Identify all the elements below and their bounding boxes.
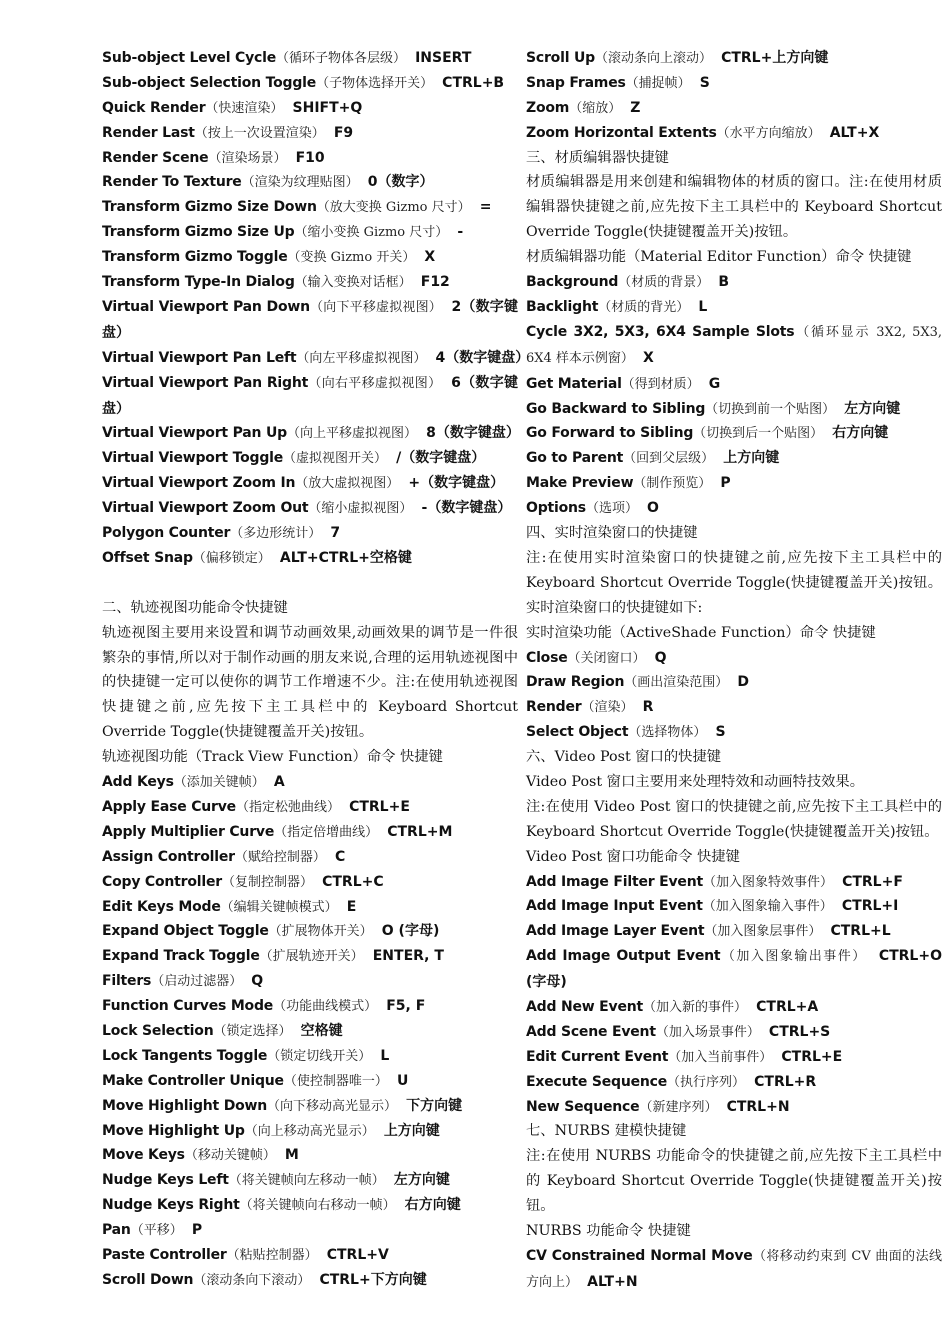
shortcut-entry — [102, 845, 518, 870]
command-name: Move Highlight Up — [102, 1122, 245, 1139]
section-heading: 二、轨迹视图功能命令快捷键 — [102, 599, 288, 616]
shortcut-key: CTRL+M — [387, 823, 453, 840]
command-description: （将关键帧向左移动一帧） — [228, 1173, 385, 1189]
command-name: Virtual Viewport Zoom In — [102, 475, 296, 492]
command-description: （水平方向缩放） — [716, 125, 821, 141]
command-name: Function Curves Mode — [102, 998, 274, 1015]
command-name: Nudge Keys Left — [102, 1172, 229, 1189]
command-description: （多边形统计） — [230, 525, 322, 541]
shortcut-entry — [102, 170, 518, 195]
shortcut-key: CTRL+O (字母) — [526, 948, 942, 991]
command-description: （加入图象输入事件） — [702, 899, 833, 915]
shortcut-key: O — [647, 500, 659, 517]
command-name: Add Image Input Event — [526, 898, 703, 915]
shortcut-entry — [526, 670, 942, 695]
shortcut-key: 左方向键 — [393, 1172, 450, 1189]
command-name: Move Keys — [102, 1147, 185, 1164]
command-name: Virtual Viewport Pan Right — [102, 374, 309, 391]
shortcut-key: 下方向键 — [406, 1097, 463, 1114]
shortcut-entry — [526, 646, 942, 671]
shortcut-entry — [526, 96, 942, 121]
shortcut-entry — [526, 995, 942, 1020]
section-heading: 实时渲染功能（ActiveShade Function）命令 快捷键 — [526, 624, 876, 641]
shortcut-key: ALT+N — [587, 1273, 638, 1290]
shortcut-entry — [526, 471, 942, 496]
command-name: Scroll Up — [526, 50, 595, 66]
command-description: （切换到前一个贴图） — [705, 401, 836, 417]
shortcut-entry — [102, 346, 530, 371]
shortcut-key: B — [718, 274, 730, 291]
command-name: Offset Snap — [102, 549, 193, 566]
shortcut-key: Q — [251, 973, 264, 990]
shortcut-entry — [102, 1243, 518, 1268]
command-description: （移动关键帧） — [184, 1148, 276, 1164]
section-heading: 六、Video Post 窗口的快捷键 — [526, 749, 722, 766]
shortcut-entry — [102, 270, 518, 295]
shortcut-key: 6（数字键盘） — [102, 374, 518, 417]
shortcut-entry — [526, 121, 942, 146]
shortcut-key: X — [424, 249, 436, 266]
shortcut-entry — [102, 421, 518, 446]
shortcut-entry — [526, 1020, 942, 1045]
shortcut-key: P — [191, 1222, 203, 1239]
shortcut-entry — [102, 471, 518, 496]
shortcut-entry — [102, 1143, 518, 1168]
shortcut-key: 8（数字键盘） — [426, 425, 520, 442]
shortcut-key: M — [284, 1147, 299, 1164]
shortcut-entry — [102, 919, 518, 944]
shortcut-entry — [102, 1119, 518, 1144]
shortcut-entry — [526, 870, 942, 895]
shortcut-key: Q — [654, 649, 667, 666]
shortcut-key: X — [643, 349, 654, 366]
command-description: （虚拟视图开关） — [283, 451, 388, 467]
paragraph: 注:在使用实时渲染窗口的快捷键之前,应先按下主工具栏中的 Keyboard Shortcut Override Toggle(快捷键覆盖开关)按钮。实时渲染窗口的快捷键如下: — [526, 549, 942, 616]
command-name: Background — [526, 274, 619, 291]
command-name: Zoom Horizontal Extents — [526, 124, 717, 141]
command-description: （循环子物体各层级） — [275, 51, 406, 66]
command-description: （平移） — [130, 1223, 183, 1239]
command-name: Expand Track Toggle — [102, 948, 260, 965]
command-description: （捕捉帧） — [625, 75, 691, 91]
command-name: Zoom — [526, 99, 570, 116]
command-description: （渲染） — [581, 700, 634, 716]
shortcut-entry — [526, 1095, 942, 1120]
shortcut-entry — [526, 894, 942, 919]
command-description: （偏移锁定） — [192, 550, 271, 566]
shortcut-key: CTRL+E — [781, 1048, 843, 1065]
command-name: Backlight — [526, 298, 599, 315]
shortcut-entry — [102, 496, 518, 521]
command-name: Go Backward to Sibling — [526, 400, 706, 417]
command-name: Render — [526, 699, 582, 716]
command-name: Cycle 3X2, 5X3, 6X4 Sample Slots — [526, 323, 795, 340]
shortcut-entry — [102, 1069, 518, 1094]
command-description: （复制控制器） — [222, 874, 314, 890]
shortcut-entry — [526, 421, 942, 446]
section-heading: 三、材质编辑器快捷键 — [526, 149, 669, 166]
command-name: Select Object — [526, 724, 629, 741]
shortcut-entry — [102, 895, 518, 920]
shortcut-entry — [526, 270, 942, 295]
command-name: Expand Object Toggle — [102, 923, 269, 940]
command-name: Lock Tangents Toggle — [102, 1047, 268, 1064]
shortcut-entry — [102, 795, 518, 820]
shortcut-key: 7 — [330, 524, 341, 541]
command-description: （新建序列） — [639, 1099, 718, 1115]
command-name: Apply Multiplier Curve — [102, 823, 275, 840]
shortcut-key: F5, F — [386, 998, 426, 1015]
paragraph: 轨迹视图主要用来设置和调节动画效果,动画效果的调节是一件很繁杂的事情,所以对于制作动画的朋友来说,合理的运用轨迹视图中的快捷键一定可以使你的调节工作增速不少。注:在使用轨迹视图快捷键之前,应先按下主工具栏中的 Keyboard Shortcut Override Toggle(快捷键覆盖开关)按钮。 — [102, 624, 518, 741]
shortcut-key: G — [708, 375, 721, 392]
command-name: Pan — [102, 1222, 131, 1239]
command-name: Render To Texture — [102, 174, 242, 191]
command-description: （扩展物体开关） — [268, 924, 373, 940]
command-name: Paste Controller — [102, 1247, 227, 1263]
shortcut-key: CTRL+F — [842, 873, 903, 890]
paragraph: 材质编辑器是用来创建和编辑物体的材质的窗口。注:在使用材质编辑器快捷键之前,应先按下主工具栏中的 Keyboard Shortcut Override Toggle(快捷键覆盖开关)按钮。 — [526, 174, 942, 241]
shortcut-entry — [102, 1019, 518, 1044]
shortcut-key: ALT+X — [829, 124, 880, 141]
command-name: CV Constrained Normal Move — [526, 1247, 753, 1264]
shortcut-key: ENTER, T — [372, 948, 444, 965]
command-name: Transform Type-In Dialog — [102, 274, 295, 291]
command-name: Add Keys — [102, 774, 174, 791]
shortcut-entry — [102, 969, 518, 994]
shortcut-key: O (字母) — [381, 923, 440, 940]
shortcut-key: CTRL+E — [349, 798, 410, 815]
shortcut-key: ALT+CTRL+空格键 — [279, 549, 412, 566]
command-name: Go to Parent — [526, 450, 624, 467]
shortcut-entry — [102, 46, 518, 71]
shortcut-key: 4（数字键盘） — [435, 349, 530, 366]
command-name: Virtual Viewport Zoom Out — [102, 500, 309, 517]
shortcut-key: U — [396, 1072, 409, 1089]
command-description: （执行序列） — [667, 1074, 746, 1090]
command-name: Transform Gizmo Size Down — [102, 199, 317, 216]
command-description: （向左平移虚拟视图） — [296, 350, 427, 366]
shortcut-entry — [102, 994, 518, 1019]
command-description: （指定倍增曲线） — [274, 824, 379, 840]
command-description: （选项） — [585, 501, 638, 517]
shortcut-key: C — [334, 848, 346, 865]
command-name: Make Preview — [526, 475, 634, 492]
shortcut-key: CTRL+R — [754, 1073, 817, 1090]
command-description: （将移动约束到 CV 曲面的法线方向上） — [526, 1248, 942, 1290]
command-description: （赋给控制器） — [234, 849, 326, 865]
shortcut-key: 2（数字键盘） — [102, 298, 518, 341]
section-heading: 轨迹视图功能（Track View Function）命令 快捷键 — [102, 749, 443, 766]
shortcut-key: 0（数字） — [367, 174, 434, 191]
shortcut-entry — [102, 870, 518, 895]
command-description: （加入当前事件） — [668, 1049, 773, 1065]
shortcut-entry — [102, 820, 518, 845]
command-description: （滚动条向下滚动） — [193, 1272, 311, 1288]
shortcut-key: P — [720, 475, 731, 492]
shortcut-entry — [526, 397, 942, 422]
command-name: Quick Render — [102, 99, 206, 116]
shortcut-key: - — [457, 224, 464, 241]
command-description: （滚动条向上滚动） — [594, 51, 712, 66]
command-description: （制作预览） — [633, 476, 712, 492]
command-description: （向右平移虚拟视图） — [308, 375, 442, 391]
command-name: Add Image Filter Event — [526, 873, 703, 890]
command-description: （编辑关键帧模式） — [220, 899, 338, 915]
command-description: （输入变换对话框） — [294, 275, 412, 291]
shortcut-key: 上方向键 — [383, 1122, 440, 1139]
section-heading: 材质编辑器功能（Material Editor Function）命令 快捷键 — [526, 249, 912, 266]
shortcut-key: 右方向键 — [404, 1197, 461, 1214]
command-description: （向上平移虚拟视图） — [286, 426, 417, 442]
shortcut-key: Z — [630, 99, 641, 116]
command-name: Add Image Output Event — [526, 948, 721, 965]
shortcut-key: CTRL+B — [442, 74, 505, 91]
command-description: （缩放） — [569, 100, 622, 116]
command-name: Go Forward to Sibling — [526, 425, 694, 442]
shortcut-entry — [526, 71, 942, 96]
shortcut-key: 右方向键 — [832, 425, 889, 442]
shortcut-key: E — [346, 898, 357, 915]
shortcut-key: F9 — [333, 124, 354, 141]
command-description: （渲染为纹理贴图） — [241, 175, 359, 191]
command-description: （缩小变换 Gizmo 尺寸） — [294, 225, 449, 241]
command-name: Virtual Viewport Pan Up — [102, 425, 287, 442]
command-description: （子物体选择开关） — [316, 75, 434, 91]
shortcut-entry — [102, 770, 518, 795]
shortcut-key: +（数字键盘） — [408, 475, 505, 492]
shortcut-key: -（数字键盘） — [421, 500, 512, 517]
command-description: （启动过滤器） — [151, 974, 243, 990]
shortcut-entry — [526, 295, 942, 320]
command-name: Options — [526, 500, 586, 517]
shortcut-entry — [102, 371, 518, 422]
command-description: （锁定切线开关） — [267, 1048, 372, 1064]
command-description: （将关键帧向右移动一帧） — [239, 1198, 396, 1214]
shortcut-entry — [526, 1070, 942, 1095]
spacer — [102, 571, 518, 596]
command-name: Nudge Keys Right — [102, 1197, 240, 1214]
shortcut-entry — [102, 546, 518, 571]
shortcut-key: F12 — [420, 274, 450, 291]
command-description: （放大变换 Gizmo 尺寸） — [316, 200, 471, 216]
command-name: Copy Controller — [102, 873, 222, 890]
command-description: （循环显示 3X2, 5X3, 6X4 样本示例窗） — [526, 324, 942, 366]
command-description: （关闭窗口） — [567, 650, 646, 666]
shortcut-key: D — [737, 674, 749, 691]
shortcut-key: CTRL+I — [841, 898, 899, 915]
shortcut-entry — [102, 146, 518, 171]
command-description: （快速渲染） — [205, 100, 284, 116]
command-name: Transform Gizmo Toggle — [102, 249, 288, 266]
section-heading: Video Post 窗口功能命令 快捷键 — [526, 848, 740, 865]
shortcut-key: /（数字键盘） — [396, 450, 486, 467]
command-name: Polygon Counter — [102, 524, 231, 541]
command-name: Close — [526, 649, 568, 666]
command-description: （加入图象层事件） — [704, 924, 822, 940]
command-description: （变换 Gizmo 开关） — [287, 250, 416, 266]
command-name: Add Scene Event — [526, 1023, 656, 1040]
command-name: Filters — [102, 973, 152, 990]
command-description: （缩小虚拟视图） — [308, 501, 413, 517]
command-name: Transform Gizmo Size Up — [102, 224, 295, 241]
command-description: （切换到后一个贴图） — [693, 426, 824, 442]
shortcut-entry — [102, 1193, 518, 1218]
command-description: （使控制器唯一） — [283, 1073, 388, 1089]
shortcut-key: L — [380, 1047, 390, 1064]
shortcut-entry — [102, 121, 518, 146]
command-description: （扩展轨迹开关） — [259, 949, 364, 965]
command-description: （按上一次设置渲染） — [194, 125, 325, 141]
command-description: （渲染场景） — [208, 150, 287, 166]
shortcut-key: CTRL+上方向键 — [721, 50, 829, 66]
command-description: （加入场景事件） — [655, 1024, 760, 1040]
section-heading: 七、NURBS 建模快捷键 — [526, 1123, 687, 1140]
shortcut-key: CTRL+S — [768, 1023, 831, 1040]
command-name: Snap Frames — [526, 74, 626, 91]
shortcut-key: 左方向键 — [844, 400, 901, 417]
command-description: （材质的背光） — [598, 299, 690, 315]
paragraph: 注:在使用 Video Post 窗口的快捷键之前,应先按下主工具栏中的 Keyboard Shortcut Override Toggle(快捷键覆盖开关)按钮。 — [526, 798, 942, 840]
command-name: Edit Current Event — [526, 1048, 669, 1065]
shortcut-entry — [102, 521, 518, 546]
shortcut-key: CTRL+N — [726, 1098, 790, 1115]
command-name: Virtual Viewport Toggle — [102, 450, 284, 467]
shortcut-entry — [102, 446, 518, 471]
shortcut-key: CTRL+C — [322, 873, 384, 890]
shortcut-entry — [526, 720, 942, 745]
shortcut-entry — [526, 496, 942, 521]
shortcut-entry — [526, 446, 942, 471]
shortcut-entry — [526, 1045, 942, 1070]
command-description: （功能曲线模式） — [273, 999, 378, 1015]
shortcut-entry — [526, 1244, 942, 1296]
command-description: （粘贴控制器） — [226, 1248, 318, 1263]
shortcut-key: = — [479, 199, 492, 216]
shortcut-key: CTRL+V — [326, 1247, 389, 1263]
shortcut-key: 上方向键 — [723, 450, 780, 467]
command-name: Sub-object Level Cycle — [102, 50, 276, 66]
command-description: （锁定选择） — [213, 1023, 292, 1039]
command-description: （指定松弛曲线） — [235, 799, 340, 815]
command-name: Move Highlight Down — [102, 1097, 268, 1114]
command-description: （选择物体） — [628, 725, 707, 741]
shortcut-key: INSERT — [415, 50, 472, 66]
command-description: （向下平移虚拟视图） — [309, 299, 442, 315]
shortcut-entry — [526, 320, 942, 372]
command-name: Get Material — [526, 375, 622, 392]
shortcut-entry — [102, 1168, 518, 1193]
shortcut-key: CTRL+L — [830, 923, 891, 940]
paragraph: 注:在使用 NURBS 功能命令的快捷键之前,应先按下主工具栏中的 Keyboard Shortcut Override Toggle(快捷键覆盖开关)按钮。 — [526, 1148, 942, 1215]
shortcut-key: CTRL+A — [756, 999, 819, 1016]
command-name: Draw Region — [526, 674, 625, 691]
shortcut-entry — [102, 1044, 518, 1069]
command-name: Render Scene — [102, 149, 209, 166]
command-name: Sub-object Selection Toggle — [102, 74, 317, 91]
command-description: （加入新的事件） — [643, 1000, 748, 1016]
command-name: New Sequence — [526, 1098, 640, 1115]
command-description: （回到父层级） — [623, 451, 715, 467]
shortcut-key: S — [699, 74, 710, 91]
section-heading: NURBS 功能命令 快捷键 — [526, 1223, 691, 1240]
shortcut-key: S — [715, 724, 726, 741]
shortcut-entry — [102, 220, 518, 245]
shortcut-entry — [102, 295, 518, 346]
left-column — [102, 46, 530, 1293]
shortcut-entry — [102, 71, 518, 96]
command-name: Apply Ease Curve — [102, 798, 236, 815]
shortcut-key: A — [273, 774, 285, 791]
shortcut-entry — [526, 944, 942, 995]
command-name: Make Controller Unique — [102, 1072, 284, 1089]
shortcut-entry — [526, 46, 942, 71]
shortcut-key: SHIFT+Q — [292, 99, 363, 116]
command-name: Assign Controller — [102, 848, 235, 865]
command-name: Lock Selection — [102, 1022, 214, 1039]
shortcut-key: R — [642, 699, 654, 716]
command-name: Edit Keys Mode — [102, 898, 221, 915]
shortcut-entry — [102, 1094, 518, 1119]
shortcut-key: L — [698, 298, 708, 315]
command-description: （添加关键帧） — [173, 775, 265, 791]
command-name: Add New Event — [526, 999, 644, 1016]
command-description: （得到材质） — [621, 376, 700, 392]
shortcut-entry — [102, 195, 518, 220]
shortcut-entry — [102, 1268, 518, 1293]
section-heading: Video Post 窗口主要用来处理特效和动画特技效果。 — [526, 773, 865, 790]
shortcut-key: 空格键 — [300, 1022, 343, 1039]
shortcut-entry — [102, 96, 518, 121]
section-heading: 四、实时渲染窗口的快捷键 — [526, 525, 698, 541]
command-name: Virtual Viewport Pan Down — [102, 298, 310, 315]
command-description: （材质的背景） — [618, 275, 710, 291]
command-description: （加入图象输出事件） — [720, 949, 867, 965]
command-description: （画出渲染范围） — [624, 675, 729, 691]
shortcut-entry — [102, 944, 518, 969]
shortcut-entry — [526, 919, 942, 944]
command-name: Virtual Viewport Pan Left — [102, 349, 297, 366]
shortcut-entry — [102, 245, 518, 270]
shortcut-key: CTRL+下方向键 — [319, 1271, 427, 1288]
shortcut-entry — [526, 372, 942, 397]
shortcut-entry — [102, 1218, 518, 1243]
shortcut-entry — [526, 695, 942, 720]
command-description: （向上移动高光显示） — [244, 1123, 375, 1139]
command-name: Add Image Layer Event — [526, 923, 705, 940]
command-description: （放大虚拟视图） — [295, 476, 400, 492]
shortcut-key: F10 — [295, 149, 325, 166]
command-name: Execute Sequence — [526, 1073, 668, 1090]
command-description: （向下移动高光显示） — [267, 1098, 398, 1114]
command-name: Render Last — [102, 124, 195, 141]
right-column — [526, 46, 942, 1296]
command-description: （加入图象特效事件） — [702, 874, 833, 890]
command-name: Scroll Down — [102, 1271, 194, 1288]
